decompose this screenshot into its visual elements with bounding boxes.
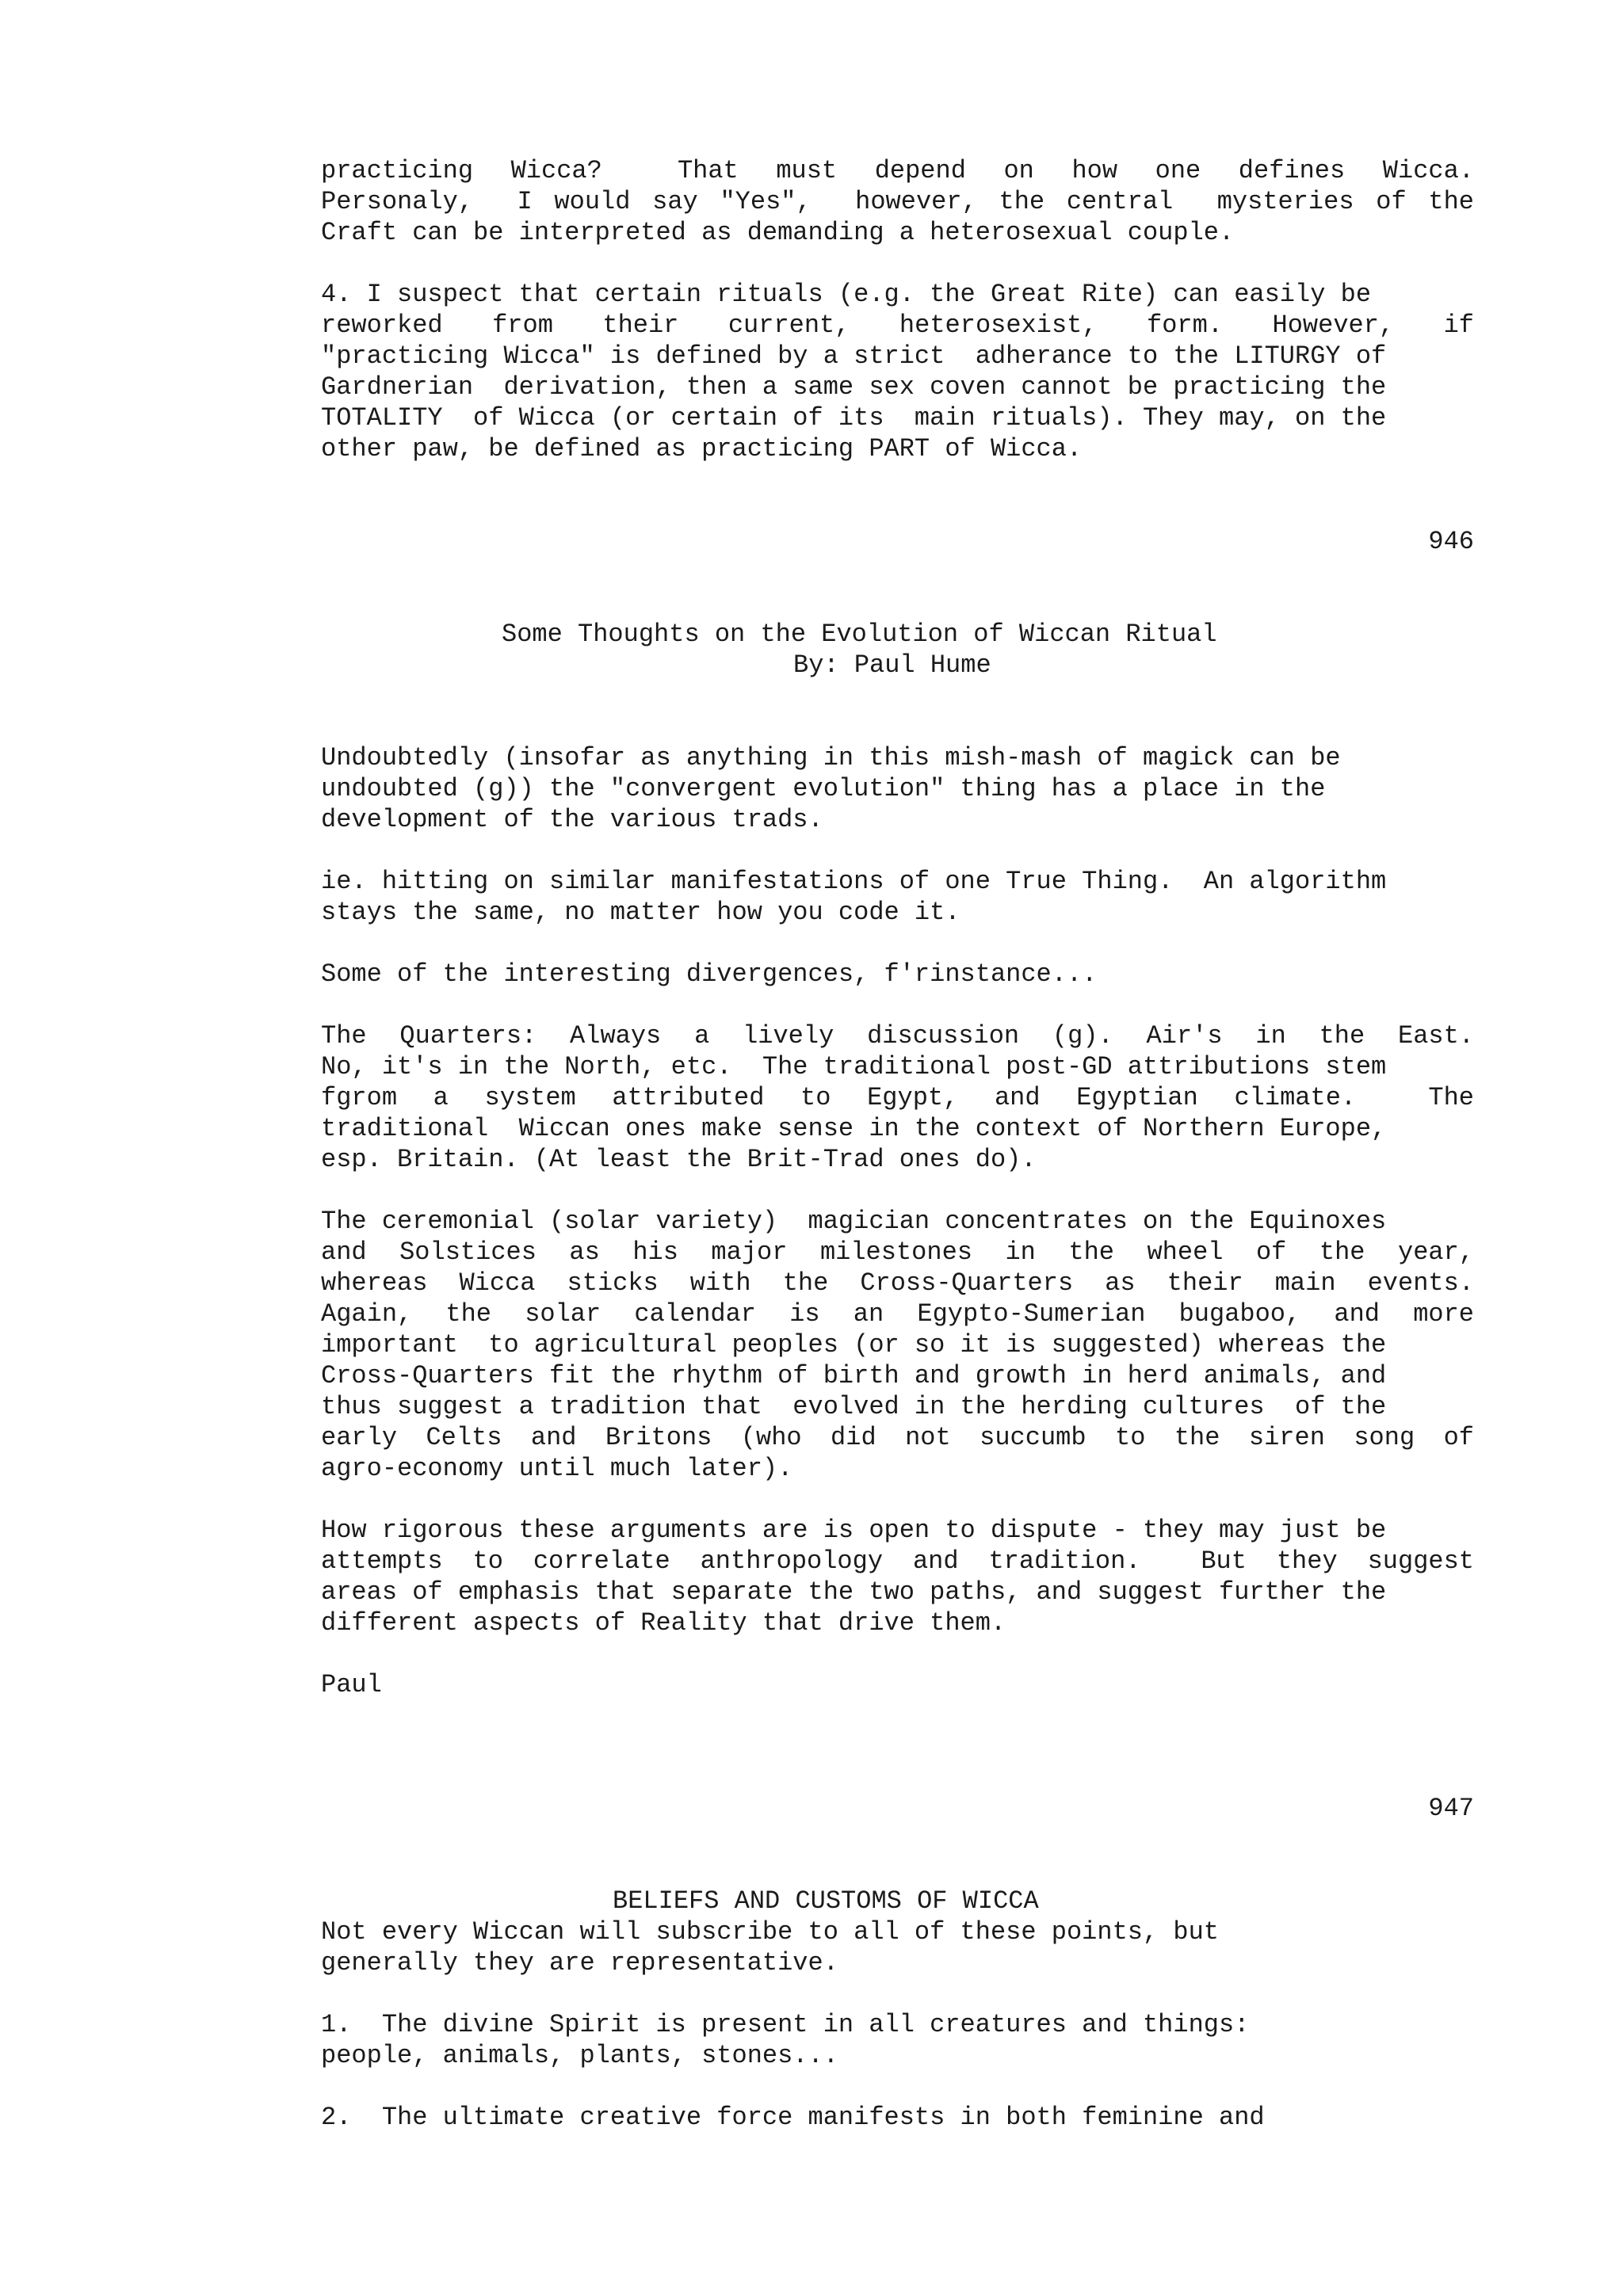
- text-line: 2. The ultimate creative force manifests in both feminine and: [321, 2103, 1265, 2132]
- text-line: attempts to correlate anthropology and tradition. But they suggest: [321, 1547, 1474, 1576]
- text-line: different aspects of Reality that drive them.: [321, 1608, 1006, 1638]
- text-line: The ceremonial (solar variety) magician concentrates on the Equinoxes: [321, 1207, 1387, 1236]
- text-line: No, it's in the North, etc. The traditional post-GD attributions stem: [321, 1052, 1387, 1081]
- text-line: Not every Wiccan will subscribe to all of these points, but: [321, 1917, 1219, 1947]
- document-page: [321, 155, 1474, 2133]
- paragraph: [321, 279, 1474, 464]
- paragraph: [321, 1515, 1474, 1638]
- text-line: other paw, be defined as practicing PART of Wicca.: [321, 434, 1083, 463]
- paragraph: [321, 742, 1474, 835]
- text-line: traditional Wiccan ones make sense in the context of Northern Europe,: [321, 1114, 1387, 1143]
- text-line: undoubted (g)) the "convergent evolution" thing has a place in the: [321, 774, 1326, 803]
- text-line: Again, the solar calendar is an Egypto-Sumerian bugaboo, and more: [321, 1299, 1474, 1329]
- text-line: Craft can be interpreted as demanding a heterosexual couple.: [321, 218, 1235, 247]
- text-line: important to agricultural peoples (or so it is suggested) whereas the: [321, 1330, 1387, 1360]
- text-line: people, animals, plants, stones...: [321, 2041, 838, 2070]
- text-line: early Celts and Britons (who did not succumb to the siren song of: [321, 1423, 1474, 1452]
- text-line: Undoubtedly (insofar as anything in this mish-mash of magick can be: [321, 743, 1341, 772]
- text-line: 4. I suspect that certain rituals (e.g. the Great Rite) can easily be: [321, 280, 1372, 309]
- text-line: areas of emphasis that separate the two paths, and suggest further the: [321, 1577, 1387, 1607]
- text-line: The Quarters: Always a lively discussion (g). Air's in the East.: [321, 1021, 1474, 1051]
- text-line: How rigorous these arguments are is open to dispute - they may just be: [321, 1516, 1387, 1545]
- paragraph: [321, 1917, 1474, 1978]
- paragraph: [321, 866, 1474, 928]
- text-line: Cross-Quarters fit the rhythm of birth and growth in herd animals, and: [321, 1361, 1387, 1390]
- page-number: 946: [1428, 527, 1474, 556]
- text-line: practicing Wicca? That must depend on how one defines Wicca.: [321, 156, 1474, 185]
- text-line: reworked from their current, heterosexist, form. However, if: [321, 311, 1474, 340]
- paragraph: [321, 155, 1474, 248]
- list-item: [321, 2102, 1474, 2133]
- text-line: "practicing Wicca" is defined by a strict adherance to the LITURGY of: [321, 341, 1387, 371]
- text-line: development of the various trads.: [321, 805, 823, 834]
- text-line: Some of the interesting divergences, f'rinstance...: [321, 959, 1098, 989]
- paragraph: [321, 1020, 1474, 1175]
- text-line: agro-economy until much later).: [321, 1454, 793, 1483]
- text-line: and Solstices as his major milestones in the wheel of the year,: [321, 1238, 1474, 1267]
- text-line: stays the same, no matter how you code it.: [321, 898, 960, 927]
- paragraph: [321, 1206, 1474, 1484]
- text-line: Gardnerian derivation, then a same sex coven cannot be practicing the: [321, 372, 1387, 402]
- text-line: Personaly, I would say "Yes", however, the central mysteries of the: [321, 187, 1474, 216]
- article-title: BELIEFS AND CUSTOMS OF WICCA: [613, 1886, 1039, 1916]
- article-byline: By: Paul Hume: [793, 650, 991, 680]
- paragraph: [321, 959, 1474, 990]
- article-title: Some Thoughts on the Evolution of Wiccan Ritual: [502, 620, 1217, 649]
- text-line: thus suggest a tradition that evolved in the herding cultures of the: [321, 1392, 1387, 1421]
- text-line: esp. Britain. (At least the Brit-Trad ones do).: [321, 1145, 1037, 1174]
- text-line: generally they are representative.: [321, 1948, 838, 1978]
- signature: Paul: [321, 1670, 382, 1699]
- page-number: 947: [1428, 1794, 1474, 1823]
- text-line: whereas Wicca sticks with the Cross-Quarters as their main events.: [321, 1268, 1474, 1298]
- text-line: 1. The divine Spirit is present in all creatures and things:: [321, 2010, 1250, 2039]
- list-item: [321, 2009, 1474, 2071]
- text-line: fgrom a system attributed to Egypt, and Egyptian climate. The: [321, 1083, 1474, 1112]
- text-line: ie. hitting on similar manifestations of one True Thing. An algorithm: [321, 867, 1387, 896]
- text-line: TOTALITY of Wicca (or certain of its main rituals). They may, on the: [321, 403, 1387, 433]
